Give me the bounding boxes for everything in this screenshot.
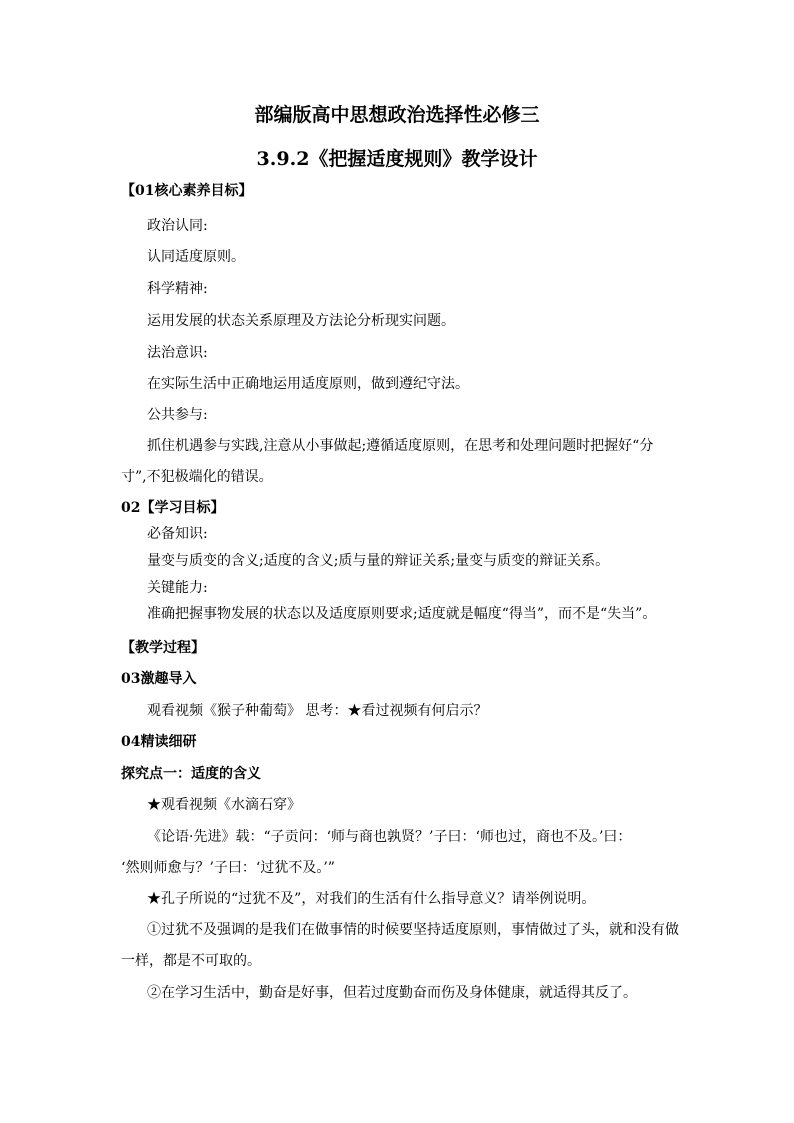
video-prompt: ★观看视频《水滴石穿》 [147,797,301,813]
discussion-question: ★孔子所说的“过犹不及”，对我们的生活有什么指导意义？请举例说明。 [147,891,596,907]
goal-text-science: 运用发展的状态关系原理及方法论分析现实问题。 [147,313,455,329]
goal-label-political: 政治认同: [147,218,208,234]
goal-text-public-line1: 抓住机遇参与实践,注意从小事做起;遵循适度原则，在思考和处理问题时把握好“分 [147,438,654,454]
goal-label-public: 公共参与: [147,407,208,423]
quote-line-1: 《论语·先进》载：“子贡问：‘师与商也孰贤？’子曰：‘师也过，商也不及。’曰： [147,829,632,845]
intro-text: 观看视频《猴子种葡萄》 思考：★看过视频有何启示？ [147,703,488,719]
goal-label-law: 法治意识: [147,345,208,361]
quote-line-2: ‘然则师愈与？’子曰：‘过犹不及。’” [121,860,335,876]
learning-label-ability: 关键能力: [147,580,208,596]
answer-2: ②在学习生活中，勤奋是好事，但若过度勤奋而伤及身体健康，就适得其反了。 [147,985,637,1001]
document-title: 部编版高中思想政治选择性必修三 [254,104,540,126]
goal-text-public-line2: 寸”,不犯极端化的错误。 [121,469,273,485]
learning-label-knowledge: 必备知识: [147,526,208,542]
section-heading-close-reading: 04精读细研 [121,734,197,750]
learning-text-knowledge: 量变与质变的含义;适度的含义;质与量的辩证关系;量变与质变的辩证关系。 [147,553,610,569]
answer-1-line-2: 一样，都是不可取的。 [121,953,261,969]
section-heading-intro: 03激趣导入 [121,671,197,687]
section-heading-learning-goals: 02【学习目标】 [121,500,225,516]
goal-text-law: 在实际生活中正确地运用适度原则，做到遵纪守法。 [147,376,469,392]
section-heading-teaching-process: 【教学过程】 [121,640,205,656]
answer-1-line-1: ①过犹不及强调的是我们在做事情的时候要坚持适度原则，事情做过了头，就和没有做 [147,922,679,938]
goal-text-political: 认同适度原则。 [147,249,245,265]
goal-label-science: 科学精神: [147,281,208,297]
document-subtitle: 3.9.2《把握适度规则》教学设计 [256,148,538,170]
section-heading-core-goals: 【01核心素养目标】 [121,183,253,199]
subheading-explore-point-1: 探究点一：适度的含义 [121,766,261,782]
learning-text-ability: 准确把握事物发展的状态以及适度原则要求;适度就是幅度“得当”，而不是“失当”。 [147,606,657,622]
